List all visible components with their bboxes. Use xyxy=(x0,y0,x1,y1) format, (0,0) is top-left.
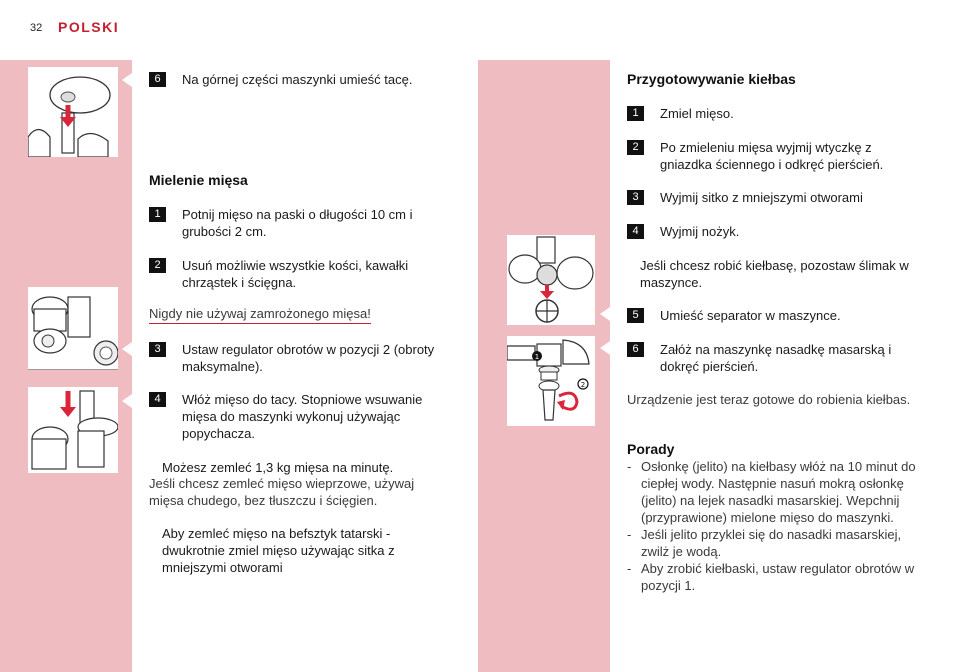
step-number: 4 xyxy=(627,224,644,239)
section-heading-sausages: Przygotowywanie kiełbas xyxy=(627,71,796,87)
note-pork: Jeśli chcesz zemleć mięso wieprzowe, używaj mięsa chudego, bez tłuszczu i ścięgien. xyxy=(149,476,415,508)
step-number: 3 xyxy=(149,342,166,357)
pointer-arrow xyxy=(600,341,610,355)
ready-note: Urządzenie jest teraz gotowe do robienia kiełbas. xyxy=(627,392,911,407)
step-text: Usuń możliwie wszystkie kości, kawałki chrząstek i ścięgna. xyxy=(182,258,409,290)
note-tartare: Aby zemleć mięso na befsztyk tatarski - dwukrotnie zmiel mięso używając sitka z mniejszymi otworami xyxy=(162,526,395,575)
step-number: 6 xyxy=(149,72,166,87)
tip-item: - Osłonkę (jelito) na kiełbasy włóż na 10 minut do ciepłej wody. Następnie nasuń mokrą osłonkę (jelito) na lejek nasadki masarskiej. Wepchnij (przyprawione) mielone mięso do maszynki. xyxy=(627,458,917,526)
step-text: Potnij mięso na paski o długości 10 cm i grubości 2 cm. xyxy=(182,207,413,239)
note-capacity: Możesz zemleć 1,3 kg mięsa na minutę. xyxy=(162,460,394,475)
language-label: POLSKI xyxy=(58,19,120,35)
callout-two: 2 xyxy=(580,381,586,389)
step-number: 5 xyxy=(627,308,644,323)
tip-item: - Aby zrobić kiełbaski, ustaw regulator obrotów w pozycji 1. xyxy=(627,560,917,594)
regulator-illustration xyxy=(28,287,118,370)
pointer-arrow xyxy=(122,342,132,356)
pointer-arrow xyxy=(122,394,132,408)
step-number: 2 xyxy=(149,258,166,273)
step-number: 1 xyxy=(149,207,166,222)
pointer-arrow xyxy=(600,307,610,321)
pusher-illustration xyxy=(28,387,118,473)
tray-illustration xyxy=(28,67,118,157)
pointer-arrow xyxy=(122,73,132,87)
tip-item: - Jeśli jelito przyklei się do nasadki masarskiej, zwilż je wodą. xyxy=(627,526,917,560)
step-text: Wyjmij nożyk. xyxy=(660,224,740,239)
callout-one: 1 xyxy=(534,353,540,361)
step-text: Włóż mięso do tacy. Stopniowe wsuwanie mięsa do maszynki wykonuj używając popychacza. xyxy=(182,392,423,441)
section-heading-mincing: Mielenie mięsa xyxy=(149,172,248,188)
step-number: 3 xyxy=(627,190,644,205)
step-text: Ustaw regulator obrotów w pozycji 2 (obroty maksymalne). xyxy=(182,342,435,374)
warning-note: Nigdy nie używaj zamrożonego mięsa! xyxy=(149,306,371,324)
page-number: 32 xyxy=(30,22,43,34)
step-text: Na górnej części maszynki umieść tacę. xyxy=(182,72,413,87)
step-number: 1 xyxy=(627,106,644,121)
step-text: Po zmieleniu mięsa wyjmij wtyczkę z gniazdka ściennego i odkręć pierścień. xyxy=(660,140,884,172)
step-number: 2 xyxy=(627,140,644,155)
separator-illustration xyxy=(507,235,595,325)
sausage-attachment-illustration xyxy=(507,336,595,426)
step-number: 4 xyxy=(149,392,166,407)
step-number: 6 xyxy=(627,342,644,357)
tips-heading: Porady xyxy=(627,441,675,457)
note-screw: Jeśli chcesz robić kiełbasę, pozostaw ślimak w maszynce. xyxy=(640,258,909,290)
step-text: Wyjmij sitko z mniejszymi otworami xyxy=(660,190,863,205)
tips-list xyxy=(627,458,917,594)
step-text: Załóż na maszynkę nasadkę masarską i dokręć pierścień. xyxy=(660,342,892,374)
step-text: Zmiel mięso. xyxy=(660,106,734,121)
step-text: Umieść separator w maszynce. xyxy=(660,308,841,323)
